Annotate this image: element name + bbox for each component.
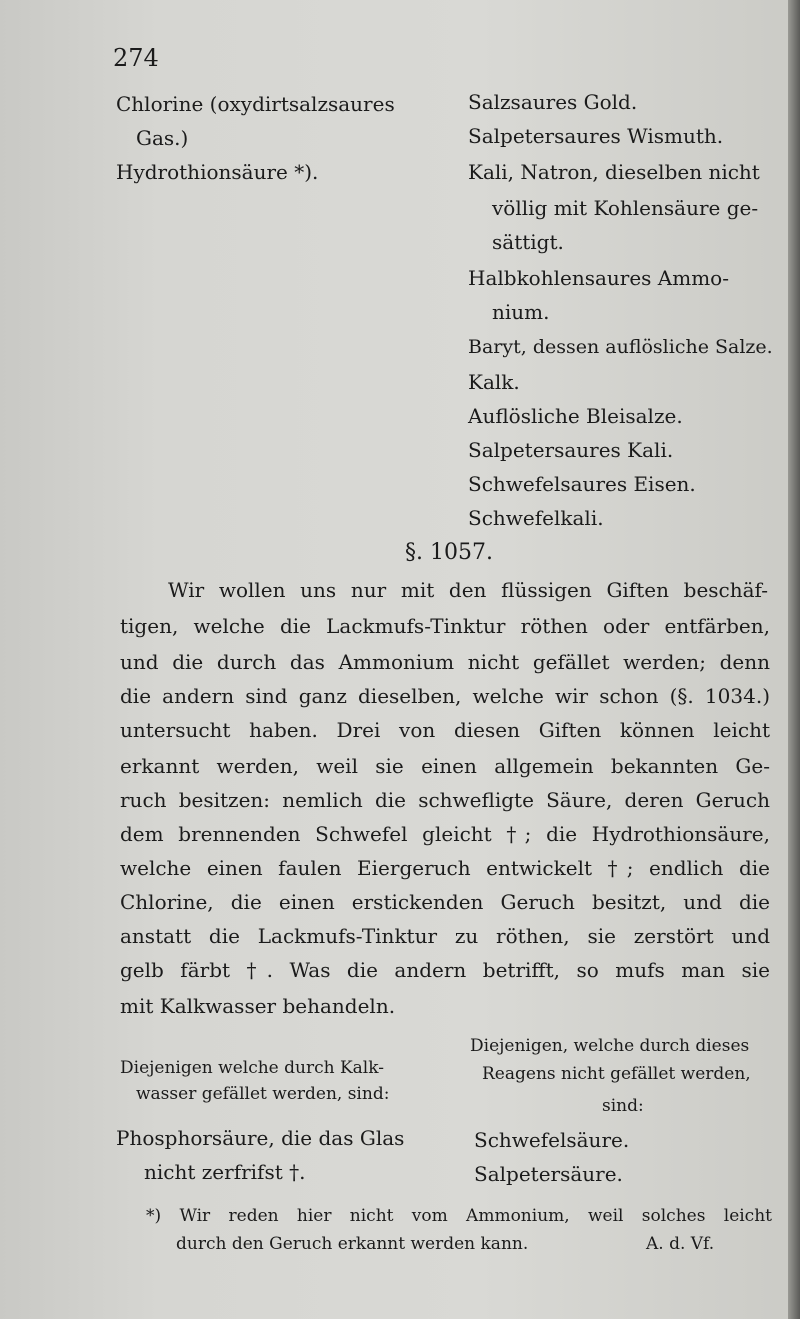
right-list-line: nium. [492,300,550,324]
table-left-item: Phosphorsäure, die das Glas [116,1126,405,1150]
paragraph-line: erkannt werden, weil sie einen allgemein bekannten Ge- [120,754,770,778]
paragraph-line: tigen, welche die Lackmufs-Tinktur röthen oder entfärben, [120,614,770,638]
paragraph-line: untersucht haben. Drei von diesen Giften können leicht [120,718,770,742]
table-left-item: nicht zerfrifst †. [144,1160,306,1184]
footnote-line: durch den Geruch erkannt werden kann. [176,1234,529,1254]
paragraph-line: welche einen faulen Eiergeruch entwickelt †; endlich die [120,856,770,880]
right-list-line: Kali, Natron, dieselben nicht [468,160,760,184]
table-right-header: Diejenigen, welche durch dieses [470,1036,750,1056]
table-left-header: wasser gefället werden, sind: [136,1084,390,1104]
right-list-line: völlig mit Kohlensäure ge- [492,196,759,220]
right-list-line: Halbkohlensaures Ammo- [468,266,729,290]
paragraph-line: Wir wollen uns nur mit den flüssigen Giften beschäf- [168,578,768,602]
paragraph-line: mit Kalkwasser behandeln. [120,994,396,1018]
paragraph-line: die andern sind ganz dieselben, welche wir schon (§. 1034.) [120,684,770,708]
right-list-line: Schwefelsaures Eisen. [468,472,696,496]
table-left-header: Diejenigen welche durch Kalk- [120,1058,384,1078]
paragraph-line: Chlorine, die einen erstickenden Geruch besitzt, und die [120,890,770,914]
paragraph-line: gelb färbt †. Was die andern betrifft, so mufs man sie [120,958,770,982]
right-list-line: Salpetersaures Kali. [468,438,674,462]
paragraph-line: ruch besitzen: nemlich die schwefligte Säure, deren Geruch [120,788,770,812]
right-list-line: Baryt, dessen auflösliche Salze. [468,336,773,358]
left-list-line: Hydrothionsäure *). [116,160,319,184]
right-list-line: Salzsaures Gold. [468,90,638,114]
right-list-line: Salpetersaures Wismuth. [468,124,724,148]
table-right-header: Reagens nicht gefället werden, [482,1064,751,1084]
left-list-line: Chlorine (oxydirtsalzsaures [116,92,395,116]
section-heading: §. 1057. [405,540,493,565]
right-list-line: Schwefelkali. [468,506,604,530]
right-list-line: Auflösliche Bleisalze. [468,404,683,428]
table-right-item: Salpetersäure. [474,1162,623,1186]
right-list-line: sättigt. [492,230,564,254]
footnote-line: *) Wir reden hier nicht vom Ammonium, weil solches leicht [146,1206,772,1226]
table-right-header: sind: [602,1096,644,1116]
paragraph-line: dem brennenden Schwefel gleicht †; die Hydrothionsäure, [120,822,770,846]
paragraph-line: und die durch das Ammonium nicht gefället werden; denn [120,650,770,674]
right-list-line: Kalk. [468,370,520,394]
table-right-item: Schwefelsäure. [474,1128,630,1152]
page-edge-shadow [788,0,800,1319]
paragraph-line: anstatt die Lackmufs-Tinktur zu röthen, sie zerstört und [120,924,770,948]
footnote-signature: A. d. Vf. [646,1234,715,1254]
page-number: 274 [113,44,159,72]
left-list-line: Gas.) [136,126,189,150]
